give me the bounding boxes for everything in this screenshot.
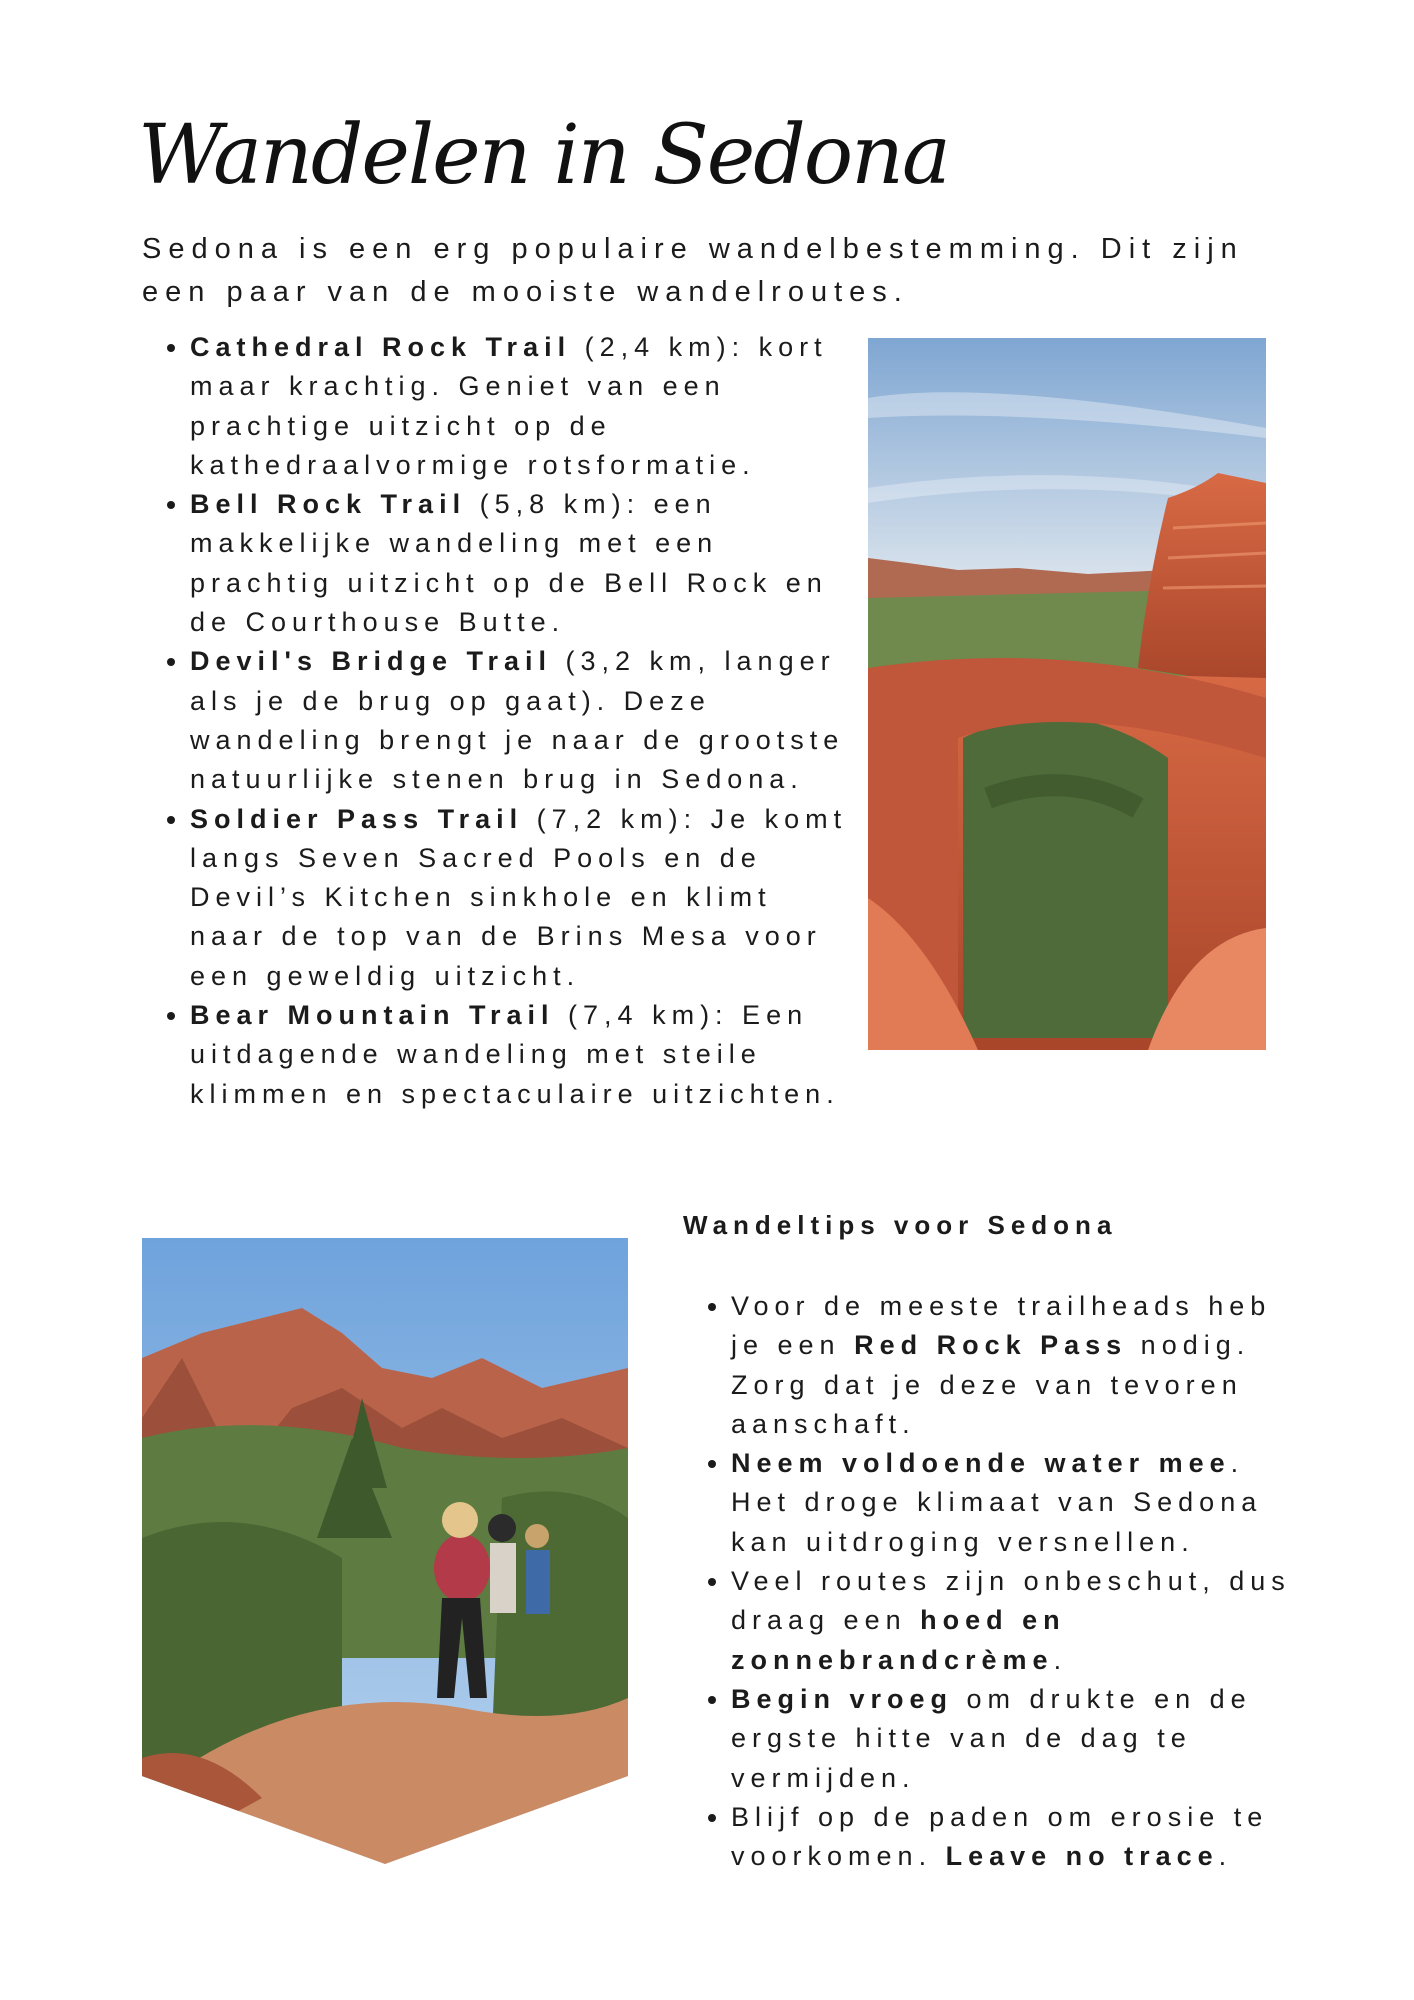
trail-item — [190, 328, 850, 485]
tip-text: om drukte en de ergste hitte van de dag te vermijden. — [731, 1683, 1252, 1793]
trail-description: (2,4 km): kort maar krachtig. Geniet van een prachtige uitzicht op de kathedraalvormige rotsformatie. — [190, 332, 828, 480]
tip-highlight: Neem voldoende water mee — [731, 1448, 1231, 1479]
trail-name: Bell Rock Trail — [190, 489, 467, 520]
trail-item — [190, 485, 850, 642]
hikers-photo — [142, 1238, 628, 1864]
tip-text: . — [1053, 1644, 1068, 1675]
trail-name: Devil's Bridge Trail — [190, 646, 553, 677]
tip-text: Veel routes zijn onbeschut, dus draag een — [731, 1566, 1291, 1636]
trail-list — [190, 328, 850, 1114]
tip-item — [731, 1287, 1291, 1444]
tip-highlight: Leave no trace — [945, 1841, 1219, 1872]
tip-text: . Het droge klimaat van Sedona kan uitdroging versnellen. — [731, 1448, 1263, 1557]
trail-item — [190, 996, 850, 1114]
trail-description: (3,2 km, langer als je de brug op gaat). Deze wandeling brengt je naar de grootste natuurlijke stenen brug in Sedona. — [190, 646, 845, 795]
trail-name: Cathedral Rock Trail — [190, 332, 572, 362]
tip-item — [731, 1562, 1291, 1680]
trail-name: Bear Mountain Trail — [190, 1000, 555, 1031]
tip-item — [731, 1798, 1291, 1877]
trail-description: (7,2 km): Je komt langs Seven Sacred Pools en de Devil’s Kitchen sinkhole en klimt naar de top van de Brins Mesa voor een geweldig uitzicht. — [190, 803, 848, 991]
tip-text: Voor de meeste trailheads heb je een — [731, 1291, 1272, 1361]
trail-description: (7,4 km): Een uitdagende wandeling met steile klimmen en spectaculaire uitzichten. — [190, 1000, 840, 1109]
tip-text: nodig. Zorg dat je deze van tevoren aanschaft. — [731, 1330, 1251, 1439]
tip-highlight: hoed en zonnebrandcrème — [731, 1605, 1066, 1675]
tip-highlight: Red Rock Pass — [854, 1330, 1128, 1361]
tip-item — [731, 1680, 1291, 1798]
devils-bridge-photo — [868, 338, 1266, 1050]
trail-name: Soldier Pass Trail — [190, 803, 524, 834]
tip-text: Blijf op de paden om erosie te voorkomen. — [731, 1801, 1269, 1872]
tip-highlight: Begin vroeg — [731, 1683, 954, 1714]
trail-item — [190, 642, 850, 799]
tip-item — [731, 1444, 1291, 1562]
intro-text: Sedona is een erg populaire wandelbestemming. Dit zijn een paar van de mooiste wandelroutes. — [142, 233, 1244, 308]
trail-description: (5,8 km): een makkelijke wandeling met een prachtig uitzicht op de Bell Rock en de Courthouse Butte. — [190, 489, 828, 638]
tips-heading: Wandeltips voor Sedona — [683, 1210, 1118, 1240]
trail-item — [190, 800, 850, 996]
page-title: Wandelen in Sedona — [138, 108, 949, 203]
tips-list — [731, 1287, 1291, 1876]
tip-text: . — [1218, 1841, 1233, 1872]
